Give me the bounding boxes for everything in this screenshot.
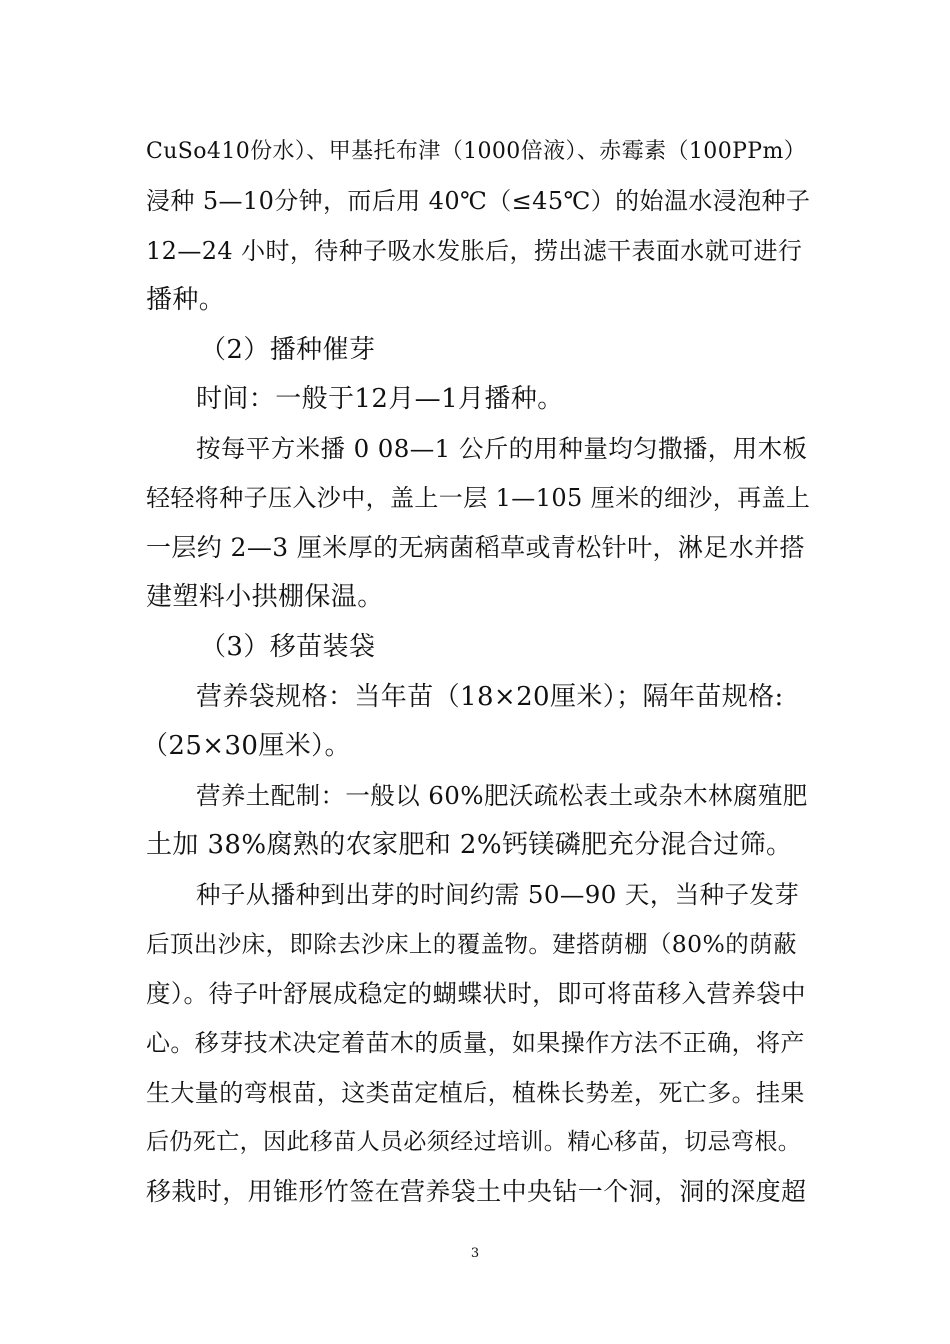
body-text-line: 度）。待子叶舒展成稳定的蝴蝶状时，即可将苗移入营养袋中 (146, 979, 807, 1008)
body-text-line: 播种。 (146, 285, 226, 315)
body-text-line: 按每平方米播 0 08—1 公斤的用种量均匀撒播，用木板 (196, 434, 808, 463)
body-text-line: 营养土配制：一般以 60%肥沃疏松表土或杂木林腐殖肥 (196, 781, 808, 810)
body-text-line: 种子从播种到出芽的时间约需 50—90 天，当种子发芽 (196, 880, 800, 909)
body-text-line: 12—24 小时，待种子吸水发胀后，捞出滤干表面水就可进行 (146, 237, 803, 265)
body-text-line: 土加 38%腐熟的农家肥和 2%钙镁磷肥充分混合过筛。 (146, 830, 793, 860)
section-heading: （2）播种催芽 (200, 335, 376, 365)
body-text-line: CuSo410份水）、甲基托布津（1000倍液）、赤霉素（100PPm） (146, 139, 807, 164)
body-text-line: 一层约 2—3 厘米厚的无病菌稻草或青松针叶，淋足水并搭 (146, 533, 805, 562)
body-text-line: （25×30厘米）。 (142, 731, 351, 761)
page-number: 3 (470, 1246, 480, 1261)
body-text-line: 营养袋规格：当年苗（18×20厘米）；隔年苗规格: (196, 682, 784, 712)
body-text-line: 后仍死亡，因此移苗人员必须经过培训。精心移苗，切忌弯根。 (146, 1129, 802, 1155)
body-text-line: 轻轻将种子压入沙中，盖上一层 1—105 厘米的细沙，再盖上 (146, 484, 811, 512)
body-text-line: 心。移芽技术决定着苗木的质量，如果操作方法不正确，将产 (146, 1029, 805, 1057)
body-text-line: 生大量的弯根苗，这类苗定植后，植株长势差，死亡多。挂果 (146, 1079, 805, 1107)
body-text-line: 移栽时，用锥形竹签在营养袋土中央钻一个洞，洞的深度超 (146, 1177, 807, 1206)
body-text-line: 后顶出沙床，即除去沙床上的覆盖物。建搭荫棚（80%的荫蔽 (146, 930, 797, 958)
body-text-line: 浸种 5—10分钟，而后用 40℃（≤45℃）的始温水浸泡种子 (146, 187, 811, 215)
section-heading: （3）移苗装袋 (200, 632, 376, 662)
body-text-line: 建塑料小拱棚保温。 (146, 582, 384, 612)
body-text-line: 时间：一般于12月—1月播种。 (196, 384, 564, 414)
